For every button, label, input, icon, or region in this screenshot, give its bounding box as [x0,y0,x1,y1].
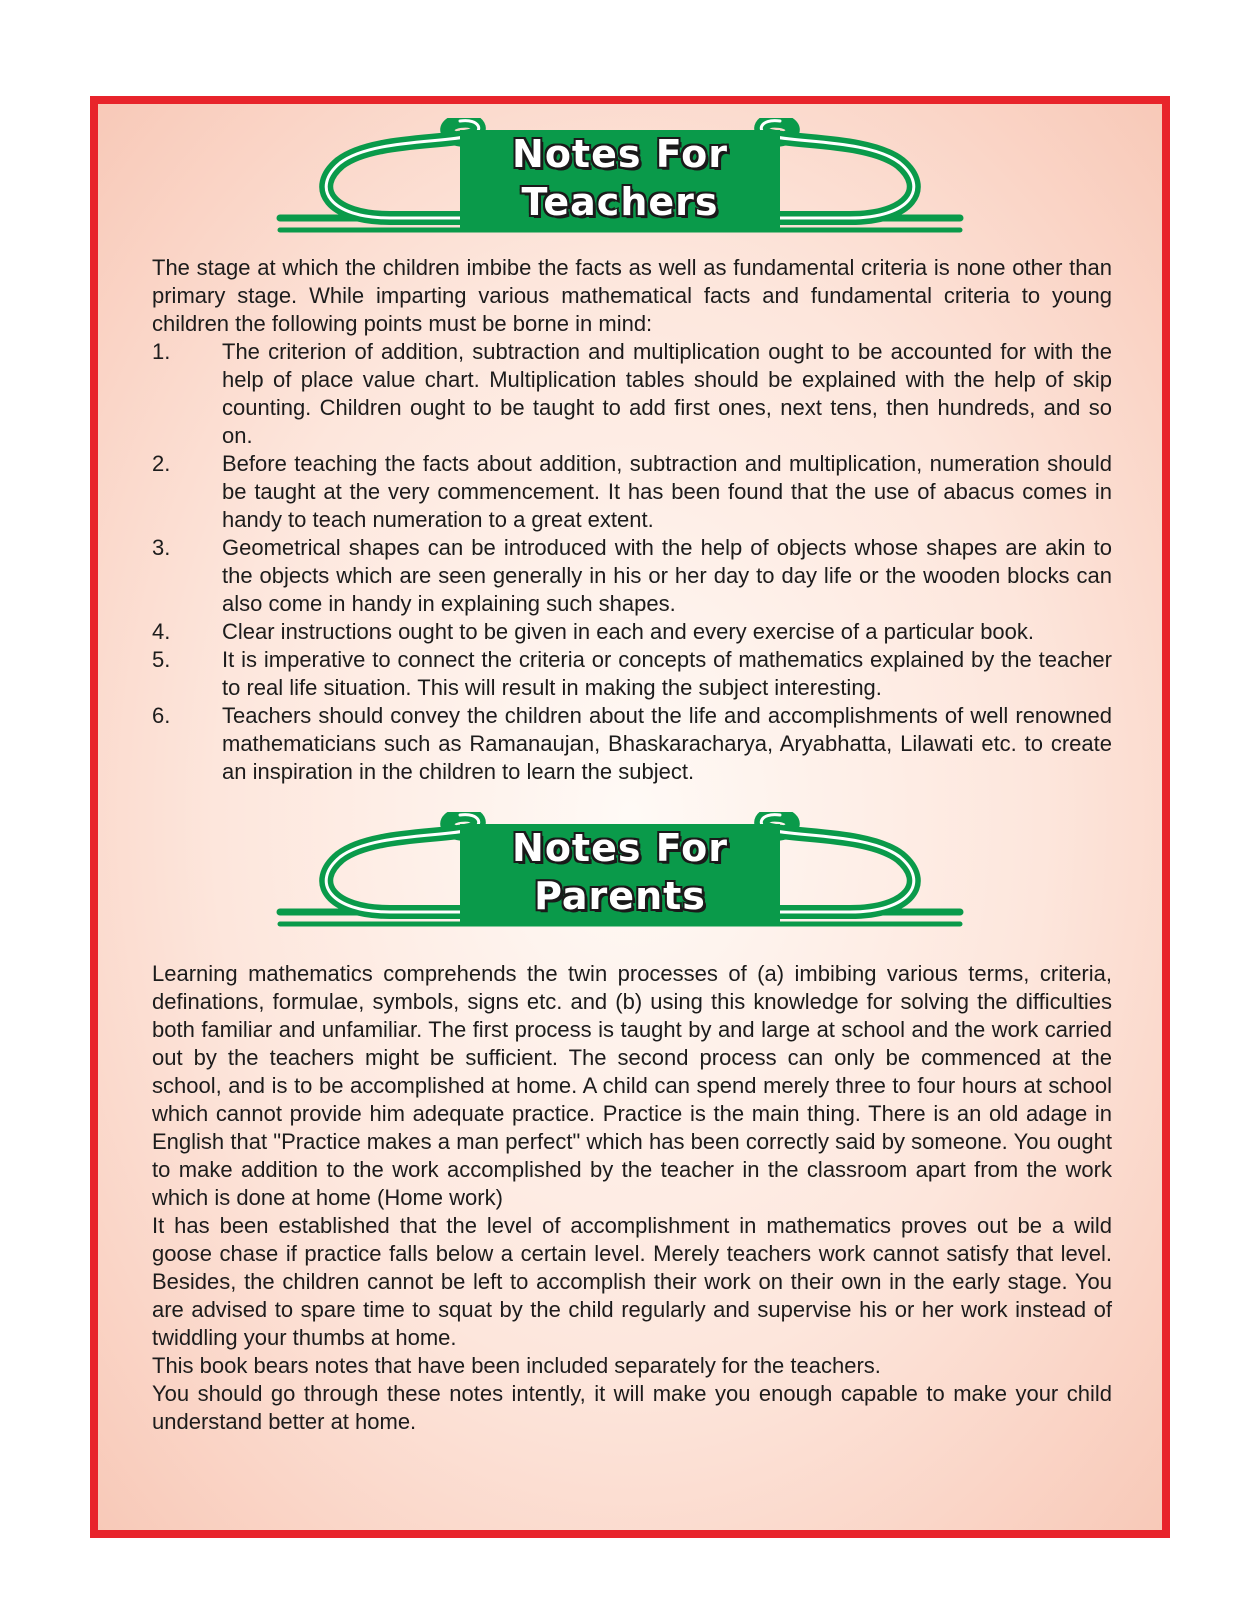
teachers-points-list [152,338,1112,786]
list-item [152,646,1112,702]
list-item-text: Clear instructions ought to be given in each and every exercise of a particular book. [222,619,1035,644]
list-item-number: 3. [152,535,171,560]
list-item-text: Before teaching the facts about addition, subtraction and multiplication, numeration should be taught at the very commencement. It has been found that the use of abacus comes in handy to teach numeration to a great extent. [222,451,1112,532]
list-item-text: Geometrical shapes can be introduced with the help of objects whose shapes are akin to the objects which are seen generally in his or her day to day life or the wooden blocks can also come in handy in explaining such shapes. [222,535,1112,616]
list-item-text: Teachers should convey the children about the life and accomplishments of well renowned mathematicians such as Ramanaujan, Bhaskaracharya, Aryabhatta, Lilawati etc. to create an inspiration in the children to learn the subject. [222,703,1112,784]
parents-title-line1: Notes For [512,826,728,870]
list-item-number: 6. [152,703,171,728]
teachers-section [152,254,1112,786]
list-item [152,618,1112,646]
list-item [152,338,1112,450]
list-item-number: 5. [152,647,171,672]
parents-paragraph: You should go through these notes intently, it will make you enough capable to make your child understand better at home. [152,1381,1112,1434]
parents-banner [270,812,970,942]
parents-section [152,960,1112,1436]
parents-paragraph: Learning mathematics comprehends the twin processes of (a) imbibing various terms, criteria, definations, formulae, symbols, signs etc. and (b) using this knowledge for solving the difficulties both familiar and unfamiliar. The first process is taught by and large at school and the work carried out by the teachers might be sufficient. The second process can only be commenced at the school, and is to be accomplished at home. A child can spend merely three to four hours at school which cannot provide him adequate practice. Practice is the main thing. There is an old adage in English that "Practice makes a man perfect" which has been correctly said by someone. You ought to make addition to the work accomplished by the teacher in the classroom apart from the work which is done at home (Home work) [152,961,1112,1210]
parents-paragraph: It has been established that the level of accomplishment in mathematics proves out be a wild goose chase if practice falls below a certain level. Merely teachers work cannot satisfy that level. Besides, the children cannot be left to accomplish their work on their own in the early stage. You are advised to spare time to squat by the child regularly and supervise his or her work instead of twiddling your thumbs at home. [152,1213,1112,1350]
list-item [152,534,1112,618]
list-item-number: 2. [152,451,171,476]
list-item-number: 4. [152,619,171,644]
teachers-intro: The stage at which the children imbibe the facts as well as fundamental criteria is none other than primary stage. While imparting various mathematical facts and fundamental criteria to young children the following points must be borne in mind: [152,255,1112,336]
teachers-banner [270,118,970,248]
teachers-title-line1: Notes For [512,132,728,176]
parents-paragraph: This book bears notes that have been included separately for the teachers. [152,1353,881,1378]
list-item-number: 1. [152,339,171,364]
list-item [152,702,1112,786]
list-item-text: It is imperative to connect the criteria or concepts of mathematics explained by the teacher to real life situation. This will result in making the subject interesting. [222,647,1112,700]
parents-title-line2: Parents [534,874,706,918]
list-item [152,450,1112,534]
teachers-title-line2: Teachers [521,180,719,224]
list-item-text: The criterion of addition, subtraction and multiplication ought to be accounted for with the help of place value chart. Multiplication tables should be explained with the help of skip counting. Children ought to be taught to add first ones, next tens, then hundreds, and so on. [222,339,1112,448]
